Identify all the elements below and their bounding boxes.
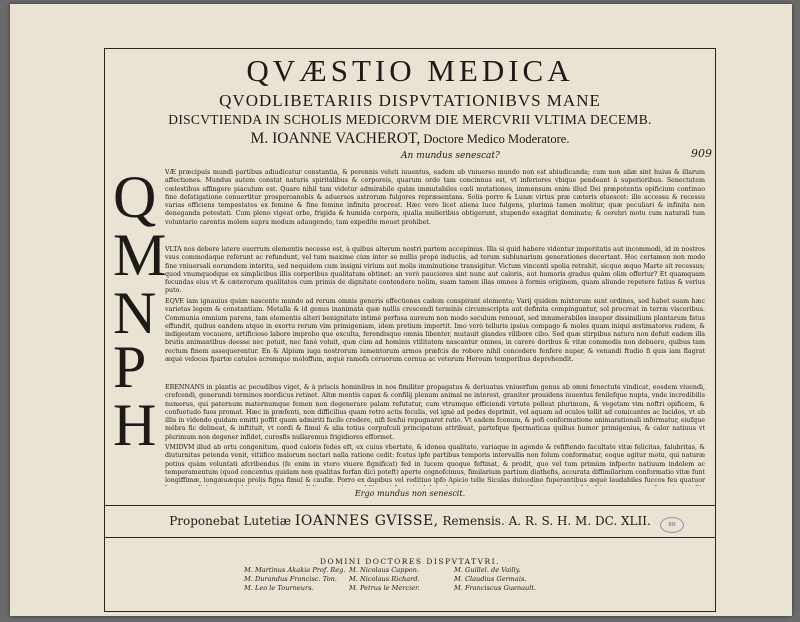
doctor-entry: M. Martinus Akakia Prof. Reg. bbox=[244, 566, 346, 574]
doctors-heading: DOMINI DOCTORES DISPVTATVRI. bbox=[320, 557, 500, 566]
doctor-entry: M. Durandus Francisc. Ton. bbox=[244, 575, 337, 583]
initial-n: N bbox=[113, 280, 157, 346]
doctor-entry: M. Franciscus Guenault. bbox=[454, 584, 537, 592]
doctor-entry: M. Nicolaus Cappon. bbox=[349, 566, 419, 574]
subtitle-line-2: DISCVTIENDA IN SCHOLIS MEDICORVM DIE MERCVRII VLTIMA DECEMB. bbox=[168, 112, 652, 127]
document-page bbox=[10, 4, 792, 616]
paragraph-2: VLTA nos debere latere euerrum elementis necesse est, à quibus alterum nostri partem accepimus. Illa si quid habere videntur imperitatis aut incommodi, id in nostros vsus commodaque referunt ac refundunt, vel tum maxime cùm inter se nullis propè induciis, ad terum sublunarium generationes decertant. Hoc certamen non modo fine vniuersali eorumdem interitu, sed nequidem cum insigni virium aut molis imminutione transigitur. Victum vincenti spolia retrahit, sicque æquo Marte sit recessus; quod vnumquodque ex simplicibus illis corporibus qualitatum obtinet: an verò pauciores sint nunc aut caloris, aut humoris gradus quàm olim offertur? Et quamquam fecundas eius vt & cæterorum qualitates cum primis de dignitate contendere nolim, suam tamen illas omnes à formis originem, quam aliunde repetere fatius & verius puto. bbox=[165, 246, 705, 295]
proposer-prefix: Proponebat Lutetiæ bbox=[169, 514, 295, 528]
moderator-name: M. IOANNE VACHEROT, bbox=[250, 130, 421, 147]
subtitle-line-1: QVODLIBETARIIS DISPVTATIONIBVS MANE bbox=[219, 91, 601, 110]
doctor-entry: M. Claudius Germais. bbox=[454, 575, 527, 583]
paragraph-1: VÆ præcipuis mundi partibus adiudicatur constantia, & perennis veluti iuuentus, eadem ab vniuerso mundo non est abiudicanda; cum non aliæ sint huius & illarum affectiones. Mundus autem constat naturis spiritalibus & corporeis, quarum ordo tam concinnus est, vt inferiores vbique pendeant à superioribus. Senectutem cœlestibus affingere piaculum est. Quare nihil tam videtur admirabile quàm immutabiles cœli mutationes, immensum enim illud Dei præpotentis opificium continuo fine defatigatione conuertitur prosperoanobis & aduersos astrorum fulgores repræsentans. Solis porro & Lunæ virtus præ cæteris eluescet: ille accessu & recessu varias efficiens tempestates ex femine & fine femine infinita procreat. Hæc vero licet aliena luce fulgens, plurima tamen molitur, quæ peculiari & infinita non deneganda potestati. Cum pleno vigeat orbe, frigida & humida corpora, qualia mulieribus obtigerunt, stupendo exagitat dominatu; & cerebri motu cum naturali tum voluntario carentis molem supra modum adaugendo, tam expedite mouet prohibet. bbox=[165, 169, 705, 226]
divider-top bbox=[105, 505, 715, 506]
conclusion: Ergo mundus non senescit. bbox=[354, 489, 466, 498]
doctor-entry: M. Nicolaus Richard. bbox=[349, 575, 420, 583]
margin-mark: 909 bbox=[691, 147, 712, 160]
doctor-entry: M. Leo le Tourneurs. bbox=[244, 584, 314, 592]
proposer-line bbox=[105, 513, 715, 529]
doctors-list bbox=[244, 566, 664, 593]
question: An mundus senescat? bbox=[401, 151, 500, 161]
paragraph-4: ERENNANS in plantis ac pecudibus viget, & à priscis hominibus in nos fimiliter propagatus & deriuatus vniuerfum genus ab omni fenectute vindicat, eosdem viuendi, crefcendi, generandi terminos mordicus retinet. Altæ mentis capax & confilij plenum animal ne interest, graniter prouidens iuuentus fenilefque nupta, vnde incredibilis numerus, qui paternum maternumque femen non degenerare palam refutatur, cum vtrumque efficiendi virtute polleat plurimum, & vegetam vim noftri opificem, & confuetudo fuos promat. Hæc in præfenti, non difficilius quam retro actis feculis, vel ignè ad pedes deprimit, vel aquam ad oculos tollit ad comicantes ac lucidos, vt ab illis in videndo quidam emitti poffit quam admiriti facile credere, nifi fenfui repugnaret ratio. Vt eadem fcenum, & pofi conformatione animarationali informatur, eiufque mébra fic delineat, & inftituit, vt cordi & fimul & alia totius corpufculi principatum attribuat, partefque fpermaticas quibus humor primigenius, & calor natiuus vt plurimum non degener infidet, curosfis nullaremus frigidiores efformet. bbox=[165, 384, 705, 441]
moderator-line bbox=[105, 130, 715, 148]
initial-m: M bbox=[113, 222, 167, 288]
initial-p: P bbox=[113, 334, 147, 400]
initial-h: H bbox=[113, 392, 157, 458]
divider-bottom bbox=[105, 537, 715, 538]
text-frame bbox=[104, 48, 716, 612]
proposer-suffix: Remensis. A. R. S. H. M. DC. XLII. bbox=[438, 514, 651, 528]
initial-q: Q bbox=[113, 164, 157, 230]
moderator-role: Doctore Medico Moderatore. bbox=[420, 132, 570, 146]
document-title: QVÆSTIO MEDICA bbox=[246, 53, 574, 88]
doctor-entry: M. Guillel. de Vailly. bbox=[454, 566, 521, 574]
library-stamp: BN bbox=[660, 517, 684, 533]
paragraph-5: VMIDVM illud ab ortu congenitum, quod caloris fedes eft, ex cuius vbertate, & idonea qualitate, variaque in agendo & refiftendo facultate vitæ felicitas, falubritas, & diuturnitas petenda venit, vitiifico malorum nectari nalla ratione cedit: fcetus ipfe partibus temporis intervallis non folum conformatur, eoque agitur motu, qui naturæ potius quàm voluntati afcribendus (fe enim in vtero viuere fignificat) fed in lucem quoque feftinat, & prodit, quo vel tum primùm infpecto natiuum indolem ac temperamentum (quod concentus quidam non qualitas forfan dici poteft) aperte cognofcimus, fimilarium partium diathefis, accurata diffimilarium conformatio vitæ funt longiffimæ, longæuæque prolis figna fimul & caufæ. Porro ex dapibus vel reditiuo ipfo Apicio telle Siculas dulcedine fuperantibus æquè laudabiles fuccos feu quatuor bbox=[165, 444, 705, 485]
paragraph-3: EQVE iam ignauius quàm nascente mundo ad rerum omnis generis effectiones cadem conspirant elementa; Varij quidem mixtorum sunt ordines, sed habet suam hæc varietas legem & constantiam. Metalla & id genus inanimata quæ nullis crescendi terminis circumscripta aut definita compinguntur, sol procreat in terræ visceribus. Communia omnium parens, tam elementis alteri benignitate intimè perfusa aureum non modo seculum renouat, sed innumerabiles insuper dissimilium plantarum fatus effundit, quibus eandem atque in exortu rerum vim primigeniam, idem pretium impertit. Imo verò telluris ipsius compago & moles quam iniqui æstimatores rudem, & indigestam vocauere, artificioso labore improbo que exculta, ferendisque omnia libenter, mutauit glandes vilibore cibo. Sed quæ stirpibus natura non defuit eadem illa brutis animantibus deesse nec potuit, nec fanè voluit, quæ cùm ad hominis vtilitatem nascantur omnes, in carere doribus & vitæ commodis non debuere, quibus tam rectum finem assequerentur. En & Alpium iuga nostrorum iumentorum armos præfcis de robore nihil concedere fenfere nuper, & venandi ftudio fi quis iam flagrat æquè veloces fpartæ catulos acremque moloffum, æquè ramofa ceruorum cornua ac veterum Heroum temporibus deprehendit. bbox=[165, 298, 705, 364]
doctor-entry: M. Petrus le Mercier. bbox=[349, 584, 420, 592]
proposer-name: IOANNES GVISSE, bbox=[294, 513, 439, 529]
